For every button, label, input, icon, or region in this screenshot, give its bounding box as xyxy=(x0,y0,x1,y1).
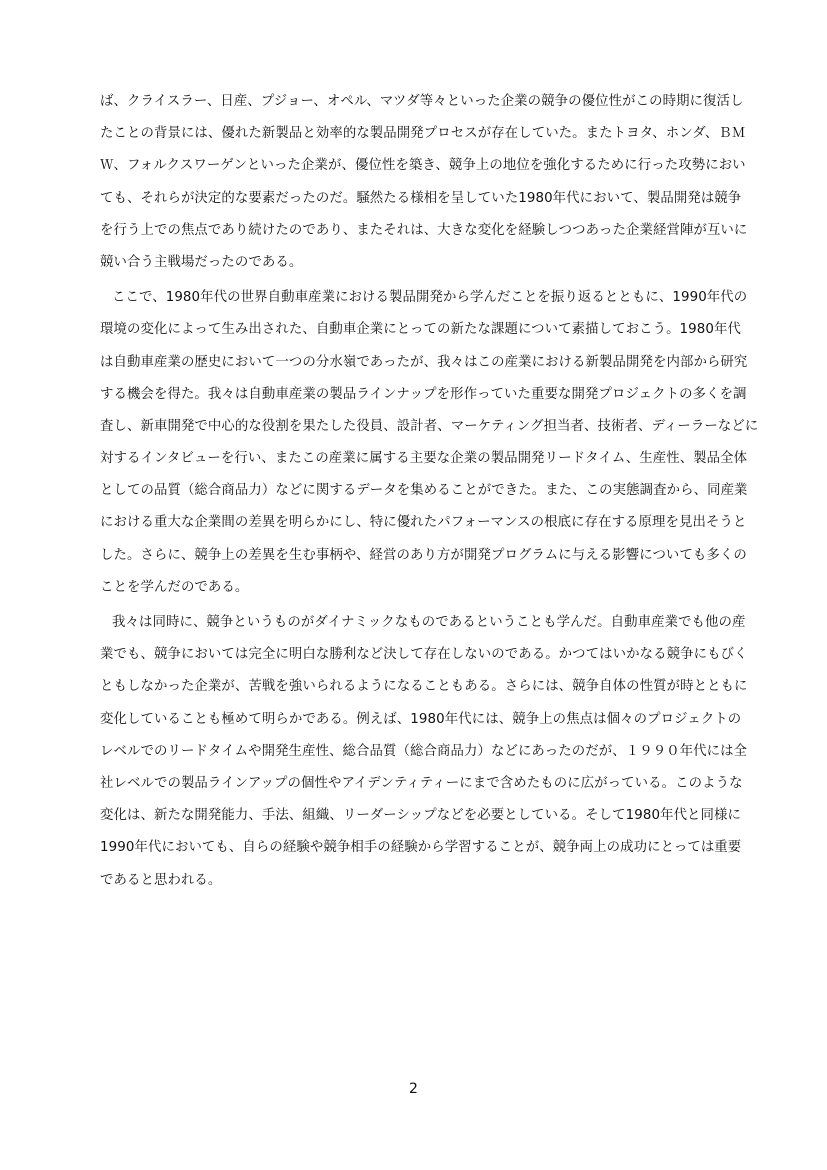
text-line: を行う上での焦点であり続けたのであり、またそれは、大きな変化を経験しつつあった企業経営陣が互いに xyxy=(100,222,748,238)
text-line: 1990年代においても、自らの経験や競争相手の経験から学習することが、競争両上の成功にとっては重要 xyxy=(100,840,742,856)
text-line: した。さらに、競争上の差異を生む事柄や、経営のあり方が開発プログラムに与える影響についても多くの xyxy=(100,547,747,563)
text-line: は自動車産業の歴史において一つの分水嶺であったが、我々はこの産業における新製品開発を内部から研究 xyxy=(100,354,748,370)
text-line: 我々は同時に、競争というものがダイナミックなものであるということも学んだ。自動車産業でも他の産 xyxy=(112,615,746,630)
text-line: Ｗ、フォルクスワーゲンといった企業が、優位性を築き、競争上の地位を強化するために行った攻勢におい xyxy=(100,158,746,174)
text-line: ここで、1980年代の世界自動車産業における製品開発から学んだことを振り返るとともに、1990年代の xyxy=(112,290,748,306)
text-line: ことを学んだのである。 xyxy=(100,579,249,595)
text-line: レベルでのリードタイムや開発生産性、総合品質（総合商品力）などにあったのだが、１９９０年代には全 xyxy=(100,743,748,759)
text-line: 対するインタビューを行い、またこの産業に属する主要な企業の製品開発リードタイム、生産性、製品全体 xyxy=(100,451,748,467)
text-line: 業でも、競争においては完全に明白な勝利など決して存在しないのである。かつてはいかなる競争にもびく xyxy=(100,647,748,663)
text-line: 環境の変化によって生み出された、自動車企業にとっての新たな課題について素描しておこう。1980年代 xyxy=(100,322,742,338)
text-line: ても、それらが決定的な要素だったのだ。騒然たる様相を呈していた1980年代において、製品開発は競争 xyxy=(100,190,742,206)
text-line: としての品質（総合商品力）などに関するデータを集めることができた。また、この実態調査から、同産業 xyxy=(100,483,748,499)
text-line: 査し、新車開発で中心的な役割を果たした役員、設計者、マーケティング担当者、技術者、ディーラーなどに xyxy=(100,418,759,434)
text-line: する機会を得た。我々は自動車産業の製品ラインナップを形作っていた重要な開発プロジェクトの多くを調 xyxy=(100,386,747,402)
page-number: 2 xyxy=(409,1081,418,1097)
text-line: における重大な企業間の差異を明らかにし、特に優れたパフォーマンスの根底に存在する原理を見出そうと xyxy=(100,515,747,531)
text-line: 変化していることも極めて明らかである。例えば、1980年代には、競争上の焦点は個々のプロジェクトの xyxy=(100,711,742,727)
text-line: たことの背景には、優れた新製品と効率的な製品開発プロセスが存在していた。またトヨタ、ホンダ、ＢＭ xyxy=(100,126,746,142)
text-line: 変化は、新たな開発能力、手法、組織、リーダーシップなどを必要としている。そして1980年代と同様に xyxy=(100,808,742,824)
body-text xyxy=(100,86,776,897)
text-line: であると思われる。 xyxy=(100,872,222,888)
text-line: ともしなかった企業が、苦戦を強いられるようになることもある。さらには、競争自体の性質が時とともに xyxy=(100,679,748,695)
text-line: ば、クライスラー、日産、プジョー、オペル、マツダ等々といった企業の競争の優位性がこの時期に復活し xyxy=(100,94,744,109)
text-line: 競い合う主戦場だったのである。 xyxy=(100,254,303,270)
text-line: 社レベルでの製品ラインアップの個性やアイデンティティーにまで含めたものに広がっている。このような xyxy=(100,775,743,791)
